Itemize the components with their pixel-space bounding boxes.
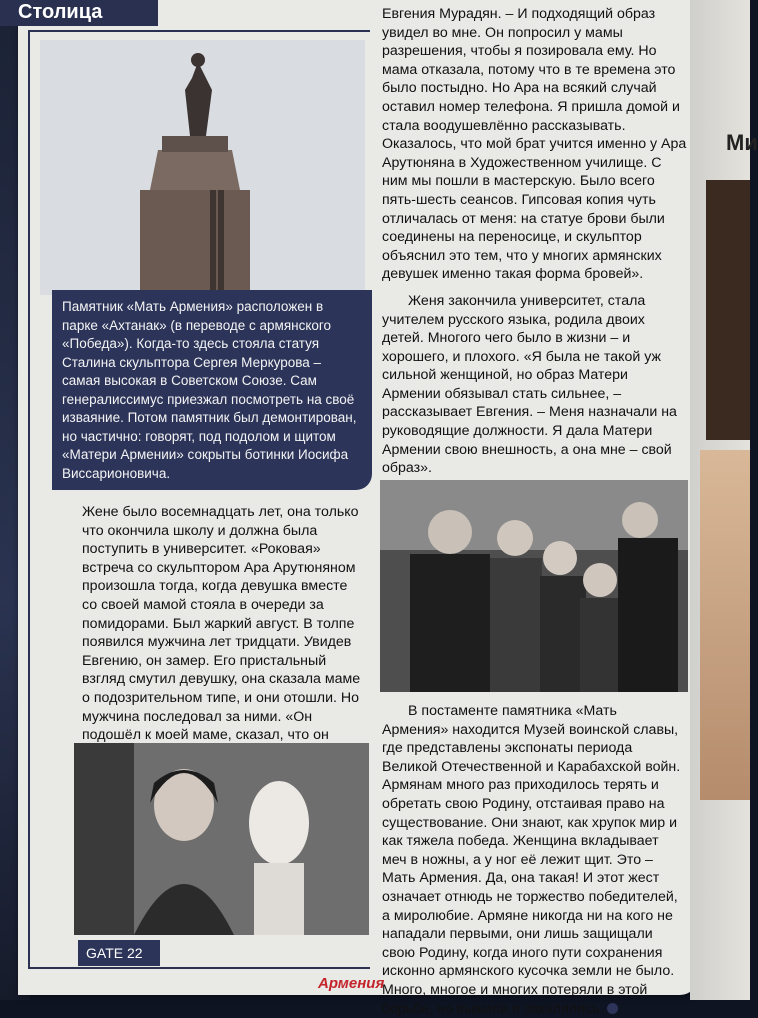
paragraph: Жене было восемнадцать лет, она только что окончила школу и должна была поступить в университет. «Роковая» встреча со скульптором Ара Арутюняном произошла тогда, когда девушка вместе со своей мамой стояла в очереди за помидорами. Был жаркий август. В толпе появился мужчина лет тридцати. Увидев Евгению, он замер. Его пристальный взгляд смутил девушку, она сказала маме о подозрительном типе, и они отошли. Но мужчина последовал за ними. «Он подошёл к моей маме, сказал, что он (82, 504, 361, 744)
page-number: GATE 22 (78, 940, 160, 966)
paragraph-text: В постаменте памятника «Мать Армения» находится Музей воинской славы, где представлены экспонаты периода Великой Отечественной и Карабахской войн. Армянам много раз приходилось терять и обретать свою Родину, отстаивая право на существование. Они знают, как хрупок мир и как тяжела победа. Женщина вкладывает меч в ножны, а у ног её лежит щит. Это – Мать Армения. Да, она такая! И этот жест означает отнюдь не торжество победителей, а миролюбие. Армяне никогда ни на кого не нападали первыми, они лишь защищали свою Родину, когда иного пути сохранения исконно армянского кусочка земли не было. Много, многое и многих потеряли в этой борьбе, но выжили и закалились. (382, 703, 681, 1017)
next-page-photo-bottom (700, 450, 750, 800)
evgenia-photo (74, 743, 369, 935)
paragraph: Евгения Мурадян. – И подходящий образ увидел во мне. Он попросил у мамы разрешения, чтобы я позировала ему. Но мама отказала, потому что в те времена это было постыдно. Но Ара на всякий случай оставил номер телефона. Я пришла домой и стала воодушевлённо рассказывать. Оказалось, что мой брат учится именно у Ара Арутюняна в Художественном училище. С ним мы пошли в мастерскую. Было всего пять-шесть сеансов. Гипсовая копия чуть отличалась от меня: на статуе брови были соединены на переносице, и скульптор объяснил это тем, что у многих армянских девушек именно такая форма бровей». (382, 6, 687, 283)
end-of-article-icon (607, 1003, 618, 1014)
group-illustration (380, 480, 688, 692)
article-column-right-bottom (382, 702, 687, 1018)
monument-photo (40, 40, 365, 295)
article-column-right-top (382, 5, 687, 478)
magazine-logo: Армения (318, 975, 385, 992)
paragraph: Женя закончила университет, стала учителем русского языка, родила двоих детей. Многого чего было в жизни – и хорошего, и плохого. «Я была не такой уж сильной женщиной, но образ Матери Армении обязывал стать сильнее, – рассказывает Евгения. – Меня назначали на руководящие должности. Я дала Матери Армении свою внешность, а она мне – свой образ». (382, 292, 677, 477)
monument-caption: Памятник «Мать Армения» расположен в парке «Ахтанак» (в переводе с армянского «Победа»). Когда-то здесь стояла статуя Сталина скульптора Сергея Меркурова – самая высокая в Советском Союзе. Сам генералиссимус приезжал посмотреть на своё изваяние. Потом памятник был демонтирован, но частично: говорят, под подолом и щитом «Матери Армении» сокрыты ботинки Иосифа Виссарионовича. (52, 290, 372, 490)
group-photo (380, 480, 688, 692)
next-page-heading: Ми (726, 130, 758, 155)
next-page-photo-top (706, 180, 750, 440)
paragraph (382, 702, 687, 1018)
section-label: Столица (0, 0, 158, 26)
evgenia-illustration (74, 743, 369, 935)
monument-illustration (40, 40, 365, 295)
